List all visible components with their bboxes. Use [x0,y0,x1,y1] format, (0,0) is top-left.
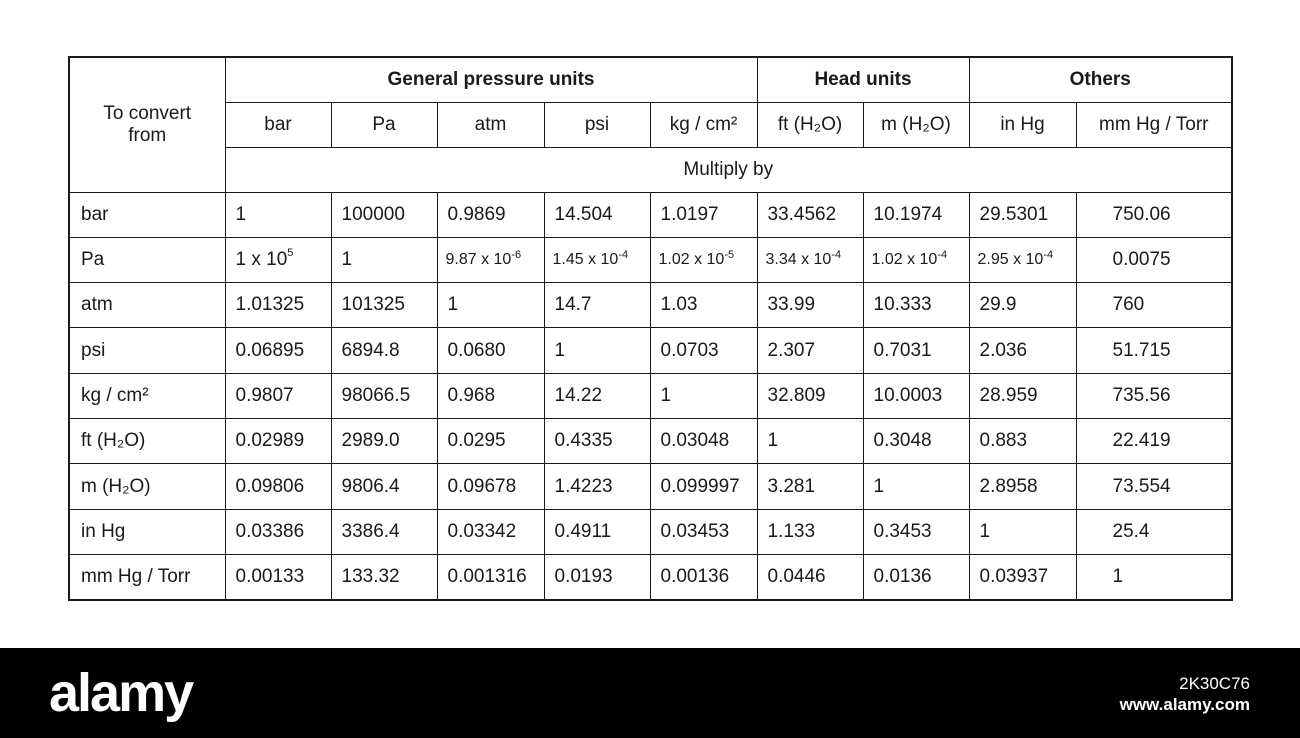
unit-header: Pa [331,102,437,147]
table-cell: 29.9 [969,283,1076,328]
table-cell: 0.0075 [1076,237,1232,282]
group-header-row [69,57,1232,102]
cell-exponent: 5 [287,246,294,259]
convert-from-line-1: To convert [103,102,192,124]
unit-header: m (H₂O) [863,102,969,147]
table-cell: 2989.0 [331,419,437,464]
cell-exponent: -5 [724,248,735,261]
row-unit-label: bar [69,192,225,237]
table-cell: 0.00136 [650,555,757,600]
table-cell: 98066.5 [331,373,437,418]
row-unit-label: Pa [69,237,225,282]
table-row [69,283,1232,328]
table-row [69,509,1232,554]
table-cell: 1 [1076,555,1232,600]
table-cell: 0.0680 [437,328,544,373]
row-unit-label: m (H₂O) [69,464,225,509]
table-cell: 0.03453 [650,509,757,554]
table-cell: 0.06895 [225,328,331,373]
cell-exponent: -6 [511,248,522,261]
table-cell: 10.1974 [863,192,969,237]
table-cell: 0.0193 [544,555,650,600]
table-cell: 14.504 [544,192,650,237]
table-cell: 0.03937 [969,555,1076,600]
table-cell: 1 [437,283,544,328]
conversion-rows [69,192,1232,600]
table-cell: 22.419 [1076,419,1232,464]
cell-mantissa: 1 x 10 [235,248,288,270]
table-cell: 2.036 [969,328,1076,373]
table-cell: 0.0446 [757,555,863,600]
table-cell: 0.0136 [863,555,969,600]
table-cell: 1 [969,509,1076,554]
table-cell: 0.001316 [437,555,544,600]
table-cell: 25.4 [1076,509,1232,554]
unit-header-row [69,102,1232,147]
table-cell: 9806.4 [331,464,437,509]
table-cell [757,237,863,282]
table-cell: 0.4911 [544,509,650,554]
multiply-by-label: Multiply by [225,147,1232,192]
table-cell [544,237,650,282]
table-cell: 33.99 [757,283,863,328]
table-cell: 1.133 [757,509,863,554]
watermark-footer [0,648,1300,738]
table-cell: 0.9869 [437,192,544,237]
cell-mantissa: 2.95 x 10 [977,250,1044,268]
table-cell: 0.0295 [437,419,544,464]
image-id: 2K30C76 [1179,674,1250,693]
convert-from-line-2: from [128,124,167,146]
table-cell: 73.554 [1076,464,1232,509]
unit-header: bar [225,102,331,147]
cell-exponent: -4 [1043,248,1054,261]
table-cell: 1 [650,373,757,418]
table-cell: 0.00133 [225,555,331,600]
table-row [69,555,1232,600]
table-cell [225,237,331,282]
table-cell: 0.09678 [437,464,544,509]
table-cell: 0.099997 [650,464,757,509]
table-cell: 1.03 [650,283,757,328]
cell-mantissa: 9.87 x 10 [445,250,512,268]
table-row [69,419,1232,464]
table-cell: 1.4223 [544,464,650,509]
row-unit-label: ft (H₂O) [69,419,225,464]
table-cell: 2.307 [757,328,863,373]
table-row [69,328,1232,373]
table-row [69,373,1232,418]
table-cell: 1.01325 [225,283,331,328]
table-cell: 0.03048 [650,419,757,464]
table-cell: 1 [225,192,331,237]
cell-mantissa: 3.34 x 10 [765,250,832,268]
table-cell [969,237,1076,282]
table-cell: 10.333 [863,283,969,328]
table-cell: 0.968 [437,373,544,418]
table-cell: 1 [331,237,437,282]
table-cell: 0.03342 [437,509,544,554]
unit-header: atm [437,102,544,147]
table-cell [650,237,757,282]
brand-logo: alamy [49,663,193,723]
table-row [69,464,1232,509]
table-cell: 1 [863,464,969,509]
table-cell: 0.03386 [225,509,331,554]
table-cell: 735.56 [1076,373,1232,418]
table-cell: 33.4562 [757,192,863,237]
site-url: www.alamy.com [1119,695,1250,714]
table-cell: 29.5301 [969,192,1076,237]
row-unit-label: atm [69,283,225,328]
table-cell: 100000 [331,192,437,237]
group-header: General pressure units [225,57,757,102]
table-row [69,192,1232,237]
row-unit-label: in Hg [69,509,225,554]
table-cell: 101325 [331,283,437,328]
group-header: Others [969,57,1232,102]
table-cell: 10.0003 [863,373,969,418]
row-unit-label: mm Hg / Torr [69,555,225,600]
unit-header: psi [544,102,650,147]
cell-mantissa: 1.02 x 10 [871,250,938,268]
table-cell: 0.09806 [225,464,331,509]
table-cell: 0.02989 [225,419,331,464]
convert-from-header [69,57,225,192]
table-cell: 14.7 [544,283,650,328]
table-cell: 32.809 [757,373,863,418]
table-row [69,237,1232,282]
unit-header: mm Hg / Torr [1076,102,1232,147]
group-header: Head units [757,57,969,102]
table-cell: 3386.4 [331,509,437,554]
cell-mantissa: 1.02 x 10 [658,250,725,268]
table-cell: 0.9807 [225,373,331,418]
table-cell: 0.3453 [863,509,969,554]
table-cell: 1.0197 [650,192,757,237]
table-cell: 750.06 [1076,192,1232,237]
table-cell: 760 [1076,283,1232,328]
table-cell: 0.3048 [863,419,969,464]
table-cell: 0.7031 [863,328,969,373]
cell-mantissa: 1.45 x 10 [552,250,619,268]
cell-exponent: -4 [937,248,948,261]
table-cell: 14.22 [544,373,650,418]
table-cell [863,237,969,282]
table-cell: 0.883 [969,419,1076,464]
table-cell: 3.281 [757,464,863,509]
table-cell: 2.8958 [969,464,1076,509]
cell-exponent: -4 [831,248,842,261]
table-cell [437,237,544,282]
unit-header: kg / cm² [650,102,757,147]
row-unit-label: kg / cm² [69,373,225,418]
cell-exponent: -4 [618,248,629,261]
table-cell: 6894.8 [331,328,437,373]
unit-header: ft (H₂O) [757,102,863,147]
unit-header: in Hg [969,102,1076,147]
table-cell: 28.959 [969,373,1076,418]
table-cell: 0.4335 [544,419,650,464]
table-cell: 1 [757,419,863,464]
pressure-conversion-table [68,56,1233,601]
row-unit-label: psi [69,328,225,373]
table-cell: 51.715 [1076,328,1232,373]
table-cell: 1 [544,328,650,373]
multiply-row [69,147,1232,192]
table-cell: 0.0703 [650,328,757,373]
table-cell: 133.32 [331,555,437,600]
